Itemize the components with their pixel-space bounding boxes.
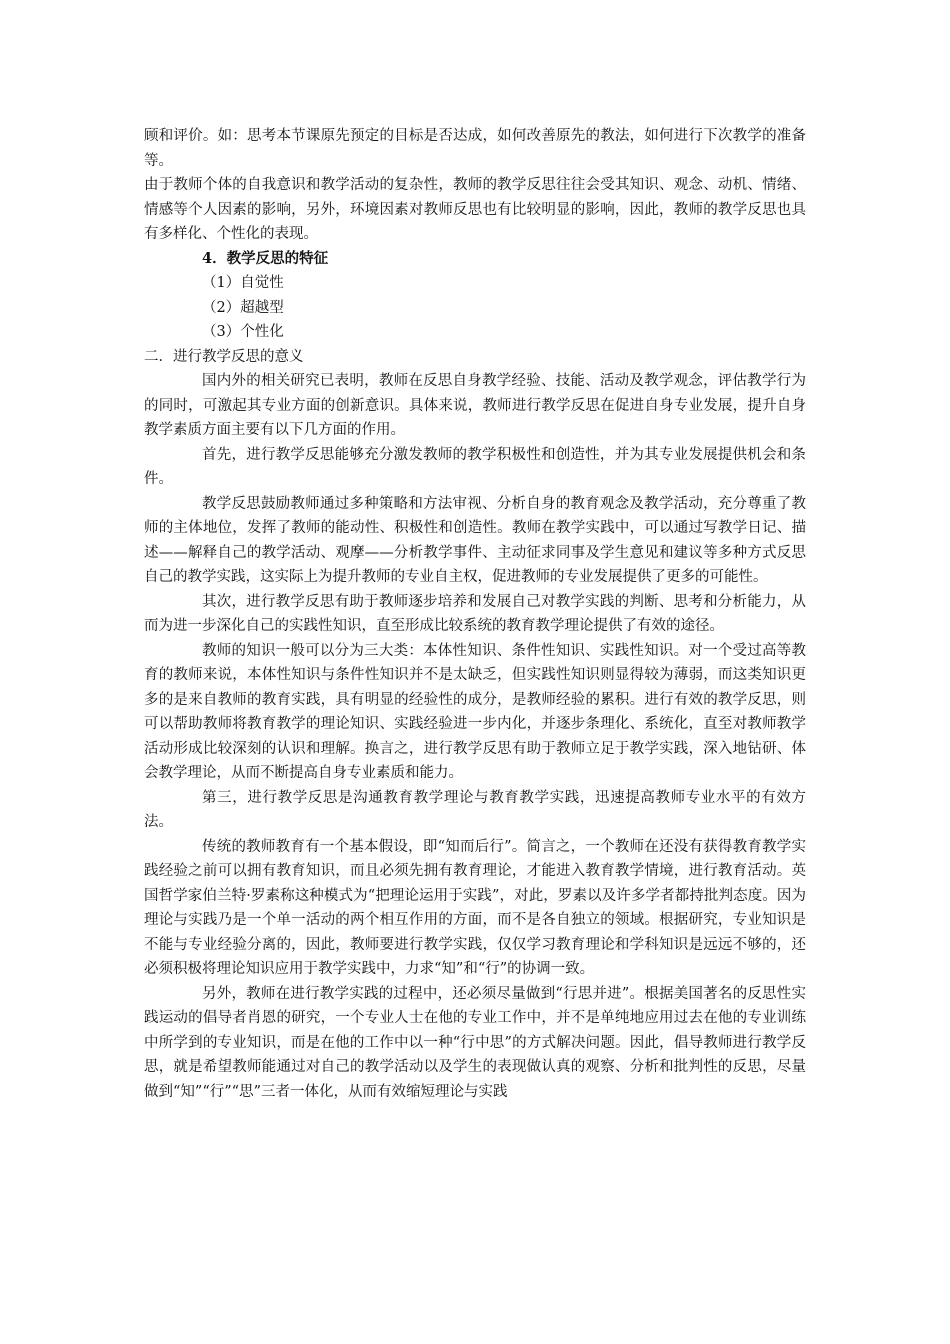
paragraph-first-point: 首先，进行教学反思能够充分激发教师的教学积极性和创造性，并为其专业发展提供机会和条件。: [144, 446, 806, 487]
paragraph-third-detail: 传统的教师教育有一个基本假设，即“知而后行”。简言之，一个教师在还没有获得教育教学实践经验之前可以拥有教育知识，而且必须先拥有教育理论，才能进入教育教学情境，进行教育活动。英国哲学家伯兰特·罗素称这种模式为“把理论运用于实践”，对此，罗素以及许多学者都持批判态度。因为理论与实践乃是一个单一活动的两个相互作用的方面，而不是各自独立的领域。根据研究，专业知识是不能与专业经验分离的，因此，教师要进行教学实践，仅仅学习教育理论和学科知识是远远不够的，还必须积极将理论知识应用于教学实践中，力求“知”和“行”的协调一致。: [144, 838, 806, 977]
section-2-heading: 二．进行教学反思的意义: [144, 348, 304, 365]
feature-item-2: （2）超越型: [202, 299, 284, 316]
paragraph-third-point: 第三，进行教学反思是沟通教育教学理论与教育教学实践，迅速提高教师专业水平的有效方法。: [144, 789, 806, 830]
feature-item-1: （1）自觉性: [202, 275, 284, 291]
paragraph-intro-continuation: 顾和评价。如：思考本节课原先预定的目标是否达成，如何改善原先的教法，如何进行下次教学的准备等。: [144, 128, 806, 169]
paragraph-first-detail: 教学反思鼓励教师通过多种策略和方法审视、分析自身的教育观念及教学活动，充分尊重了教师的主体地位，发挥了教师的能动性、积极性和创造性。教师在教学实践中，可以通过写教学日记、描述——解释自己的教学活动、观摩——分析教学事件、主动征求同事及学生意见和建议等多种方式反思自己的教学实践，这实际上为提升教师的专业自主权，促进教师的专业发展提供了更多的可能性。: [144, 495, 806, 585]
paragraph-second-detail: 教师的知识一般可以分为三大类：本体性知识、条件性知识、实践性知识。对一个受过高等教育的教师来说，本体性知识与条件性知识并不是太缺乏，但实践性知识则显得较为薄弱，而这类知识更多的是来自教师的教育实践，具有明显的经验性的成分，是教师经验的累积。进行有效的教学反思，则可以帮助教师将教育教学的理论知识、实践经验进一步内化，并逐步条理化、系统化，直至对教师教学活动形成比较深刻的认识和理解。换言之，进行教学反思有助于教师立足于教学实践，深入地钻研、体会教学理论，从而不断提高自身专业素质和能力。: [144, 642, 806, 781]
paragraph-section2-intro: 国内外的相关研究已表明，教师在反思自身教学经验、技能、活动及教学观念，评估教学行为的同时，可激起其专业方面的创新意识。具体来说，教师进行教学反思在促进自身专业发展，提升自身教学素质方面主要有以下几方面的作用。: [144, 373, 806, 438]
features-heading: 4．教学反思的特征: [202, 249, 329, 267]
document-page: [144, 124, 806, 1104]
paragraph-second-point: 其次，进行教学反思有助于教师逐步培养和发展自己对教学实践的判断、思考和分析能力，从而为进一步深化自己的实践性知识，直至形成比较系统的教育教学理论提供了有效的途径。: [144, 593, 806, 634]
feature-item-3: （3）个性化: [202, 324, 284, 340]
paragraph-also: 另外，教师在进行教学实践的过程中，还必须尽量做到“行思并进”。根据美国著名的反思性实践运动的倡导者肖恩的研究，一个专业人士在他的专业工作中，并不是单纯地应用过去在他的专业训练中所学到的专业知识，而是在他的工作中以一种“行中思”的方式解决问题。因此，倡导教师进行教学反思，就是希望教师能通过对自己的教学活动以及学生的表现做认真的观察、分析和批判性的反思，尽量做到“知”“行”“思”三者一体化，从而有效缩短理论与实践: [144, 985, 806, 1100]
paragraph-complexity: 由于教师个体的自我意识和教学活动的复杂性，教师的教学反思往往会受其知识、观念、动机、情绪、情感等个人因素的影响，另外，环境因素对教师反思也有比较明显的影响，因此，教师的教学反思也具有多样化、个性化的表现。: [144, 177, 806, 242]
